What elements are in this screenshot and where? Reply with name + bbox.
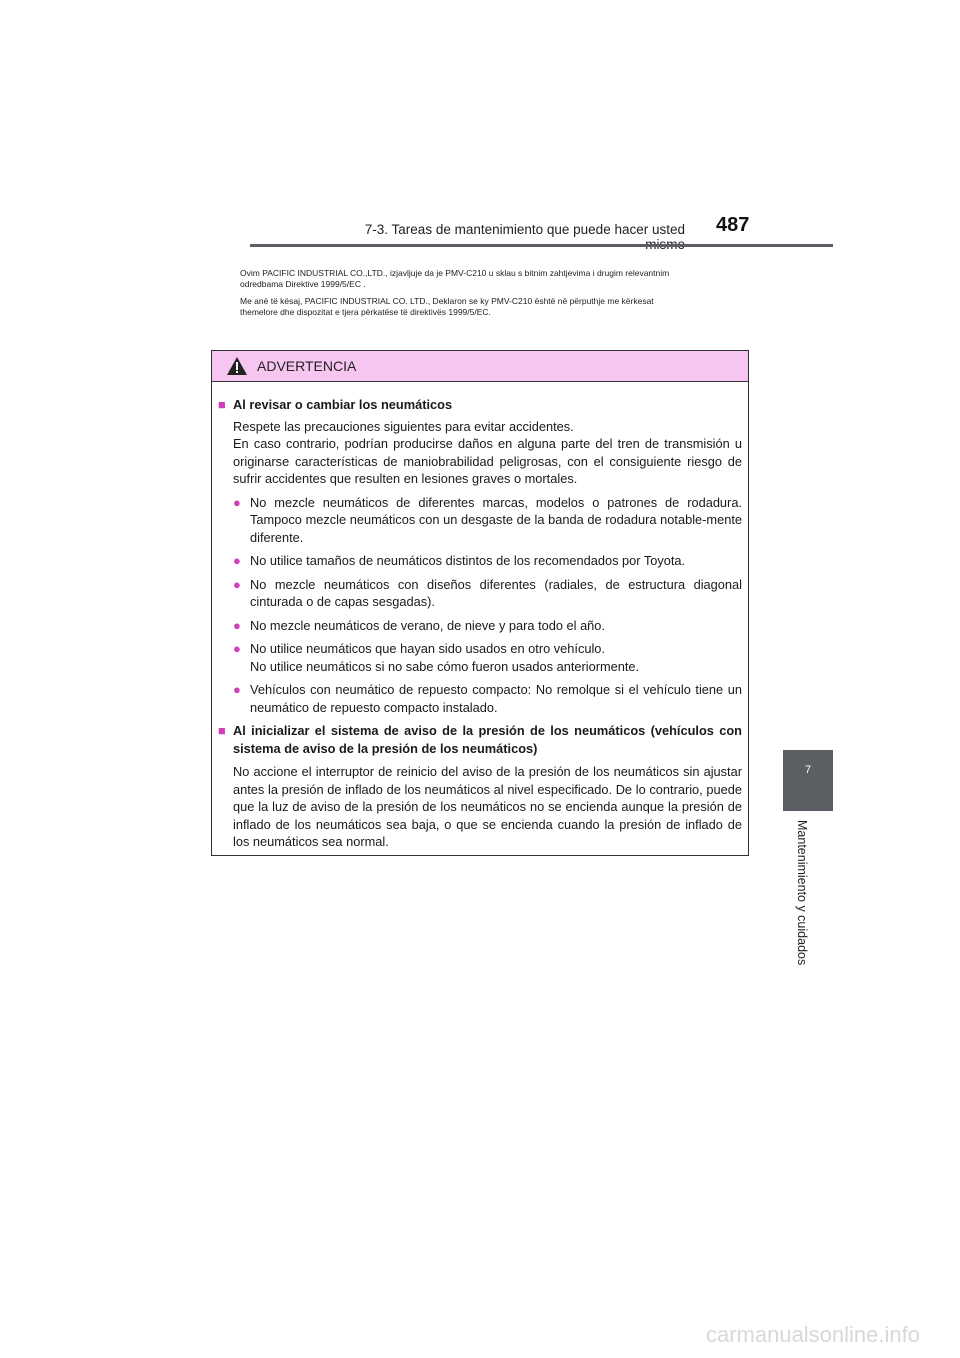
list-item-text: No mezcle neumáticos con diseños diferentes (radiales, de estructura diagonal cinturada o de capas sesgadas). <box>250 576 742 609</box>
declaration-croatian <box>240 268 740 289</box>
intro-line: Respete las precauciones siguientes para evitar accidentes. <box>233 418 574 434</box>
list-item-text: Vehículos con neumático de repuesto compacto: No remolque si el vehículo tiene un neumático de repuesto compacto instalado. <box>250 682 742 715</box>
list-item <box>218 617 742 635</box>
header-title: 7-3. Tareas de mantenimiento que puede hacer usted <box>364 222 685 237</box>
chapter-label: Mantenimiento y cuidados <box>795 820 809 966</box>
circle-bullet-icon: ● <box>233 576 241 592</box>
list-item-text: No utilice neumáticos si no sabe cómo fueron usados anteriormente. <box>250 658 640 674</box>
watermark-text: carmanualsonline.info <box>705 1322 920 1347</box>
section-title <box>218 396 742 414</box>
square-bullet-icon: ■ <box>218 723 226 738</box>
section-body-text: No accione el interruptor de reinicio del aviso de la presión de los neumáticos sin ajustar antes la presión de inflado de los neumáticos al nivel especificado. De lo contrario, puede que la luz de aviso de la presión de los neumáticos no se encienda aunque la presión de inflado de los neumáticos sea baja, o que se encienda cuando la presión de inflado de los neumáticos sea normal. <box>233 764 742 849</box>
declaration-line: Ovim PACIFIC INDUSTRIAL CO.,LTD., izjavljuje da je PMV-C210 u sklau s bitnim zahtjevima i drugim relevantnim <box>240 268 670 278</box>
header-rule <box>250 244 833 247</box>
warning-triangle-icon <box>226 356 248 376</box>
declaration-albanian <box>240 296 740 317</box>
chapter-tab <box>783 750 833 811</box>
list-item <box>218 552 742 570</box>
list-item-text: No utilice neumáticos que hayan sido usados en otro vehículo. <box>250 641 605 656</box>
circle-bullet-icon: ● <box>233 553 241 568</box>
section-intro <box>218 418 742 488</box>
circle-bullet-icon: ● <box>233 494 241 510</box>
square-bullet-icon: ■ <box>218 397 226 412</box>
list-item <box>218 576 742 611</box>
list-item-text: No utilice tamaños de neumáticos distintos de los recomendados por Toyota. <box>250 553 686 568</box>
circle-bullet-icon: ● <box>233 617 241 633</box>
list-item <box>218 640 742 675</box>
section-title-text: Al inicializar el sistema de aviso de la presión de los neumáticos (vehículos con sistema de aviso de la presión de los neumáticos) <box>233 723 742 756</box>
declaration-line: odredbama Direktive 1999/5/EC . <box>240 278 366 289</box>
circle-bullet-icon: ● <box>233 641 241 656</box>
chapter-number: 7 <box>804 764 812 776</box>
list-item <box>218 494 742 547</box>
section-title-text: Al revisar o cambiar los neumáticos <box>233 397 453 412</box>
warning-body <box>212 382 748 851</box>
page-number: 487 <box>716 214 750 236</box>
section-body <box>218 763 742 851</box>
circle-bullet-icon: ● <box>233 682 241 697</box>
list-item-text: No mezcle neumáticos de diferentes marcas, modelos o patrones de rodadura. Tampoco mezcle neumáticos con un desgaste de la banda de rodadura notable-mente diferente. <box>250 494 742 545</box>
list-item-text: No mezcle neumáticos de verano, de nieve y para todo el año. <box>250 617 605 633</box>
intro-paragraph: En caso contrario, podrían producirse daños en alguna parte del tren de transmisión u originarse características de maniobrabilidad peligrosas, con el consiguiente riesgo de sufrir accidentes que resulten en lesiones graves o mortales. <box>233 436 742 486</box>
list-item <box>218 681 742 716</box>
declaration-line: Me anë të kësaj, PACIFIC INDUSTRIAL CO. LTD., Deklaron se ky PMV-C210 është në përputhje me kërkesat <box>240 296 654 306</box>
warning-box <box>211 350 749 856</box>
section-title <box>218 722 742 757</box>
warning-header <box>212 351 748 382</box>
warning-heading: ADVERTENCIA <box>257 358 357 374</box>
declaration-line: themelore dhe dispozitat e tjera përkatëse të direktivës 1999/5/EC. <box>240 306 491 317</box>
